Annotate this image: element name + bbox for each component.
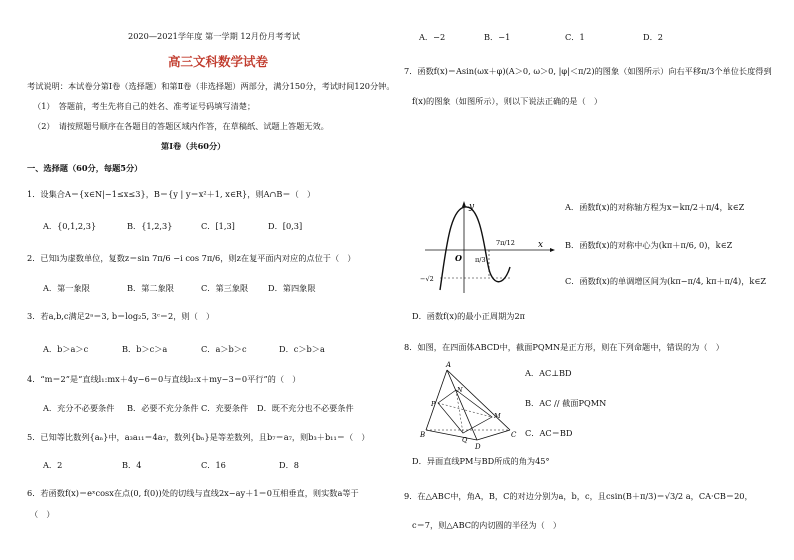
exam-notice: 考试说明：本试卷分第Ⅰ卷（选择题）和第Ⅱ卷（非选择题）两部分，满分150分，考试时间120分钟。 [27, 81, 395, 91]
svg-text:Q: Q [462, 436, 468, 444]
sine-curve [440, 207, 510, 290]
q4-option-c: C．充要条件 [201, 403, 249, 413]
q7-stem-line2: f(x)的图象（如图所示），则以下说法正确的是（ ） [412, 96, 603, 106]
q2-option-d: D．第四象限 [268, 283, 316, 293]
q2-option-a: A．第一象限 [43, 283, 90, 293]
q3-option-d: D．c＞b＞a [279, 344, 325, 354]
q5-option-a: A．2 [43, 460, 63, 470]
section1-title: 一、选择题（60分，每题5分） [27, 163, 143, 173]
q5-option-c: C．16 [201, 460, 226, 470]
q8-stem: 8．如图，在四面体ABCD中，截面PQMN是正方形，则在下列命题中，错误的为（ ） [404, 342, 724, 352]
q2-stem: 2．已知i为虚数单位，复数z＝sin 7π/6 −i cos 7π/6，则z在复平面内对应的点位于（ ） [27, 253, 356, 263]
svg-text:P: P [431, 400, 436, 408]
x-label: x [538, 240, 544, 250]
q8-tetrahedron [420, 360, 520, 451]
q1-option-b: B．{1,2,3} [127, 221, 173, 231]
q9-stem-line2: c＝7，则△ABC的内切圆的半径为（ ） [412, 520, 562, 530]
q5-stem: 5．已知等比数列{aₙ}中，a₃a₁₁＝4a₇，数列{bₙ}是等差数列，且b₇＝a₇，则b₃＋b₁₁＝（ ） [27, 432, 370, 442]
q2-option-b: B．第二象限 [127, 283, 174, 293]
svg-text:M: M [494, 412, 501, 420]
q7-option-a: A．函数f(x)的对称轴方程为x＝kπ/2＋π/4，k∈Z [565, 202, 745, 212]
svg-text:N: N [457, 386, 463, 394]
exam-header: 2020—2021学年度 第一学期 12月份月考考试 [128, 31, 300, 41]
q1-option-c: C．[1,3] [201, 221, 235, 231]
q6-stem: 6．若函数f(x)＝eˣcosx在点(0, f(0))处的切线与直线2x−ay＋1＝0互相垂直，则实数a等于 [27, 488, 359, 498]
y-label: y [469, 202, 475, 212]
y-axis-arrow [462, 201, 466, 207]
q1-option-a: A．{0,1,2,3} [43, 221, 97, 231]
q1-stem: 1．设集合A＝{x∈N|−1≤x≤3}，B＝{y | y＝x²＋1, x∈R}，则A∩B＝（ ） [27, 189, 316, 199]
q7-option-c: C．函数f(x)的单调增区间为(kπ−π/4, kπ＋π/4)，k∈Z [565, 276, 767, 286]
q6-option-a: A．−2 [419, 32, 446, 42]
q5-option-d: D．8 [279, 460, 299, 470]
q7-option-d: D．函数f(x)的最小正周期为2π [412, 311, 526, 321]
part1-title: 第Ⅰ卷（共60分） [161, 141, 226, 151]
q6-option-d: D．2 [643, 32, 663, 42]
tick-pi-3: π/3 [475, 256, 486, 264]
tick-7pi-12: 7π/12 [496, 239, 515, 247]
q1-option-d: D．[0,3] [268, 221, 303, 231]
svg-text:C: C [511, 431, 517, 439]
q6-option-b: B．−1 [484, 32, 511, 42]
svg-text:D: D [475, 443, 481, 451]
q7-sine-graph [420, 195, 560, 300]
q4-option-a: A．充分不必要条件 [43, 403, 115, 413]
q9-stem-line1: 9．在△ABC中，角A，B，C的对边分别为a，b，c，且csin(B＋π/3)＝√3/2 a，CA·CB＝20， [404, 491, 753, 501]
q4-stem: 4．“m＝2”是“直线l₁:mx＋4y−6＝0与直线l₂:x＋my−3＝0平行”的（ ） [27, 374, 301, 384]
q3-option-b: B．b＞c＞a [122, 344, 168, 354]
q3-option-c: C．a＞b＞c [201, 344, 247, 354]
x-axis-arrow [550, 248, 555, 252]
tick-neg-sqrt2: −√2 [420, 275, 434, 283]
q5-option-b: B．4 [122, 460, 142, 470]
note-2: （2） 请按照题号顺序在各题目的答题区域内作答，在草稿纸、试题上答题无效。 [33, 121, 329, 131]
q3-stem: 3．若a,b,c满足2ᵃ＝3, b＝log₂5, 3ᶜ＝2，则（ ） [27, 311, 215, 321]
q6-option-c: C．1 [565, 32, 585, 42]
q8-option-a: A．AC⊥BD [525, 368, 572, 378]
q8-option-c: C．AC＝BD [525, 428, 573, 438]
q7-option-b: B．函数f(x)的对称中心为(kπ＋π/6, 0)，k∈Z [565, 240, 733, 250]
q4-option-b: B．必要不充分条件 [127, 403, 199, 413]
exam-title: 高三文科数学试卷 [168, 54, 269, 69]
svg-text:B: B [420, 431, 426, 439]
q8-option-b: B．AC // 截面PQMN [525, 398, 607, 408]
q7-stem-line1: 7．函数f(x)＝Asin(ωx＋φ)(A＞0, ω＞0, |φ|＜π/2)的图象（如图所示）向右平移π/3个单位长度得到 [404, 66, 772, 76]
note-1: （1） 答题前，考生先将自己的姓名、准考证号码填写清楚； [33, 101, 256, 111]
q4-option-d: D．既不充分也不必要条件 [257, 403, 354, 413]
svg-text:A: A [446, 361, 452, 369]
q8-option-d: D．异面直线PM与BD所成的角为45° [412, 456, 550, 466]
origin-label: O [455, 253, 462, 263]
q2-option-c: C．第三象限 [201, 283, 249, 293]
q6-paren: （ ） [30, 509, 55, 519]
q3-option-a: A．b＞a＞c [43, 344, 89, 354]
